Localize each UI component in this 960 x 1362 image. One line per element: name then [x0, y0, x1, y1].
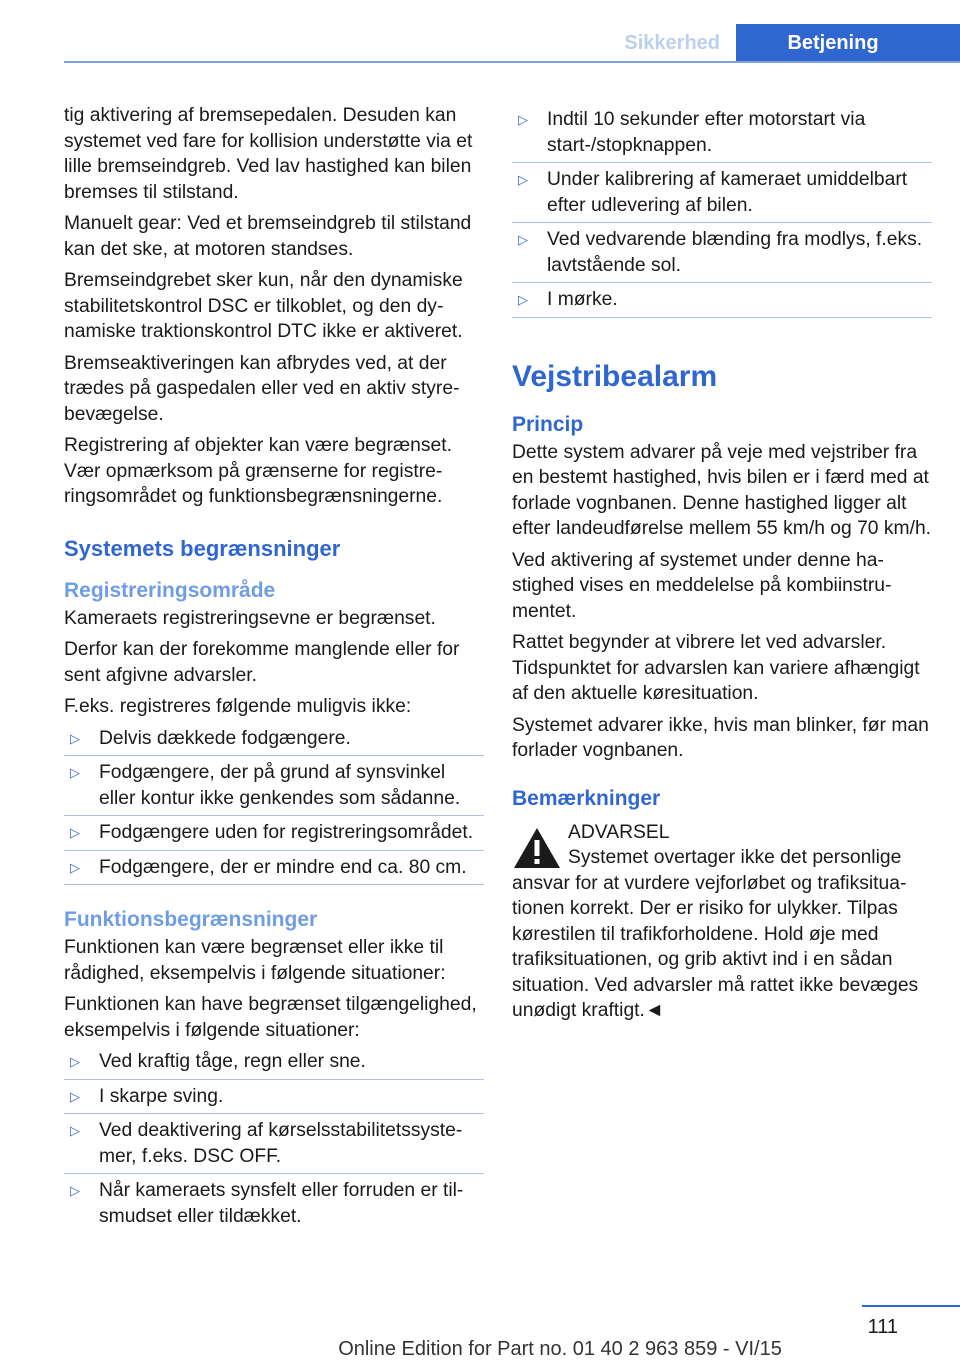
bullet-list — [64, 722, 484, 886]
paragraph: Bremseindgrebet sker kun, når den dynamiske stabilitetskontrol DSC er tilkoblet, og den dynamiske traktionskontrol DTC ikke er aktiveret. — [64, 270, 463, 342]
triangle-right-icon: ▷ — [518, 232, 528, 247]
warning-title: ADVARSEL — [568, 821, 670, 843]
list-item: ▷ Indtil 10 sekunder efter motorstart via start-/stopknappen. — [512, 103, 932, 163]
section-title-lane-departure: Vejstribealarm — [512, 359, 718, 393]
paragraph: Kameraets registreringsevne er begrænset. — [64, 607, 436, 629]
edition-footer: Online Edition for Part no. 01 40 2 963 859 - VI/15 — [338, 1338, 782, 1360]
section-heading-limits: Systemets begrænsninger — [64, 535, 341, 561]
list-item: ▷ Når kameraets synsfelt eller forruden er tilsmudset eller tildækket. — [70, 1180, 464, 1227]
warning-text: Systemet overtager ikke det personlige ansvar for at vurdere vejforløbet og trafiksituationen korrekt. Der er risiko for ulykker. Tilpas kørestilen til trafikforholdene. Hold øje med trafiksituationen, og grib aktivt ind i en sådan situation. Ved advarsler må rattet ikke bevæges unødigt kraftigt.◄ — [512, 847, 919, 1021]
page-number: 111 — [867, 1316, 898, 1338]
paragraph: F.eks. registreres følgende muligvis ikke: — [64, 696, 412, 717]
list-item: ▷ I mørke. — [512, 283, 932, 318]
triangle-right-icon: ▷ — [70, 730, 80, 746]
triangle-right-icon: ▷ — [518, 112, 528, 127]
triangle-right-icon: ▷ — [70, 825, 80, 840]
triangle-right-icon: ▷ — [70, 1088, 80, 1104]
bullet-list — [64, 1045, 484, 1233]
list-item: ▷ Ved deaktivering af kørselsstabilitetssystemer, f.eks. DSC OFF. — [64, 1114, 484, 1174]
paragraph: Ved aktivering af systemet under denne hastighed vises en meddelelse på kombiinstrumentet. — [512, 549, 892, 622]
footer-rule — [862, 1305, 960, 1307]
triangle-right-icon: ▷ — [70, 1183, 80, 1198]
paragraph: tig aktivering af bremsepedalen. Desuden kan systemet ved fare for kollision understøtte via et lille bremseindgreb. Ved lav hastighed kan bilen bremses til stilstand. — [64, 105, 473, 203]
header-rule — [64, 61, 960, 63]
tab-betjening[interactable]: Betjening — [736, 24, 960, 62]
paragraph: Systemet advarer ikke, hvis man blinker, før man forlader vognbanen. — [512, 714, 929, 761]
paragraph: Derfor kan der forekomme manglende eller for sent afgivne advarsler. — [64, 639, 460, 686]
paragraph: Funktionen kan have begrænset tilgængelighed, eksempelvis i følgende situationer: — [64, 994, 477, 1041]
triangle-right-icon: ▷ — [70, 765, 80, 780]
paragraph: Rattet begynder at vibrere let ved advarsler. Tidspunktet for advarslen kan variere afhængigt af den aktuelle køresituation. — [512, 632, 920, 704]
list-item: ▷ Fodgængere, der på grund af synsvinkel eller kontur ikke genkendes som sådanne. — [64, 756, 484, 816]
triangle-right-icon: ▷ — [70, 859, 80, 875]
subheading-function-limits: Funktionsbegrænsninger — [64, 908, 318, 931]
triangle-right-icon: ▷ — [70, 1054, 80, 1069]
list-item: ▷ I skarpe sving. — [64, 1080, 484, 1115]
list-item: ▷ Under kalibrering af kameraet umiddelbart efter udlevering af bilen. — [512, 163, 932, 223]
list-item: ▷ Delvis dækkede fodgængere. — [64, 722, 484, 757]
paragraph: Registrering af objekter kan være begrænset. Vær opmærksom på grænserne for registreringsområdet og funktionsbegrænsningerne. — [64, 435, 452, 507]
list-item: ▷ Ved vedvarende blænding fra modlys, f.eks. lavtstående sol. — [512, 223, 932, 283]
tab-sikkerhed[interactable]: Sikkerhed — [624, 31, 720, 54]
right-column — [512, 103, 932, 1030]
warning-notice — [512, 820, 932, 1024]
list-item: ▷ Fodgængere uden for registreringsområdet. — [64, 816, 484, 851]
paragraph: Dette system advarer på veje med vejstriber fra en bestemt hastighed, hvis bilen er i færd med at forlade vognbanen. Denne hastighed ligger alt efter landeudførelse mellem 55 km/h og 70 km/h. — [512, 441, 932, 539]
triangle-right-icon: ▷ — [518, 292, 528, 307]
subheading-registration-area: Registreringsområde — [64, 578, 276, 602]
paragraph: Manuelt gear: Ved et bremseindgreb til stilstand kan det ske, at motoren standses. — [64, 213, 472, 260]
paragraph: Bremseaktiveringen kan afbrydes ved, at der trædes på gaspedalen eller ved en aktiv styrebevægelse. — [64, 352, 460, 425]
triangle-right-icon: ▷ — [518, 172, 528, 187]
left-column — [64, 103, 484, 1233]
paragraph: Funktionen kan være begrænset eller ikke til rådighed, eksempelvis i følgende situationer: — [64, 937, 446, 984]
header-tabs — [606, 24, 960, 62]
bullet-list — [512, 103, 932, 318]
list-item: ▷ Fodgængere, der er mindre end ca. 80 cm. — [64, 851, 484, 886]
list-item: ▷ Ved kraftig tåge, regn eller sne. — [64, 1045, 484, 1080]
triangle-right-icon: ▷ — [70, 1123, 80, 1138]
subheading-principle: Princip — [512, 412, 584, 436]
warning-triangle-icon — [512, 826, 562, 870]
subheading-notes: Bemærkninger — [512, 786, 661, 810]
